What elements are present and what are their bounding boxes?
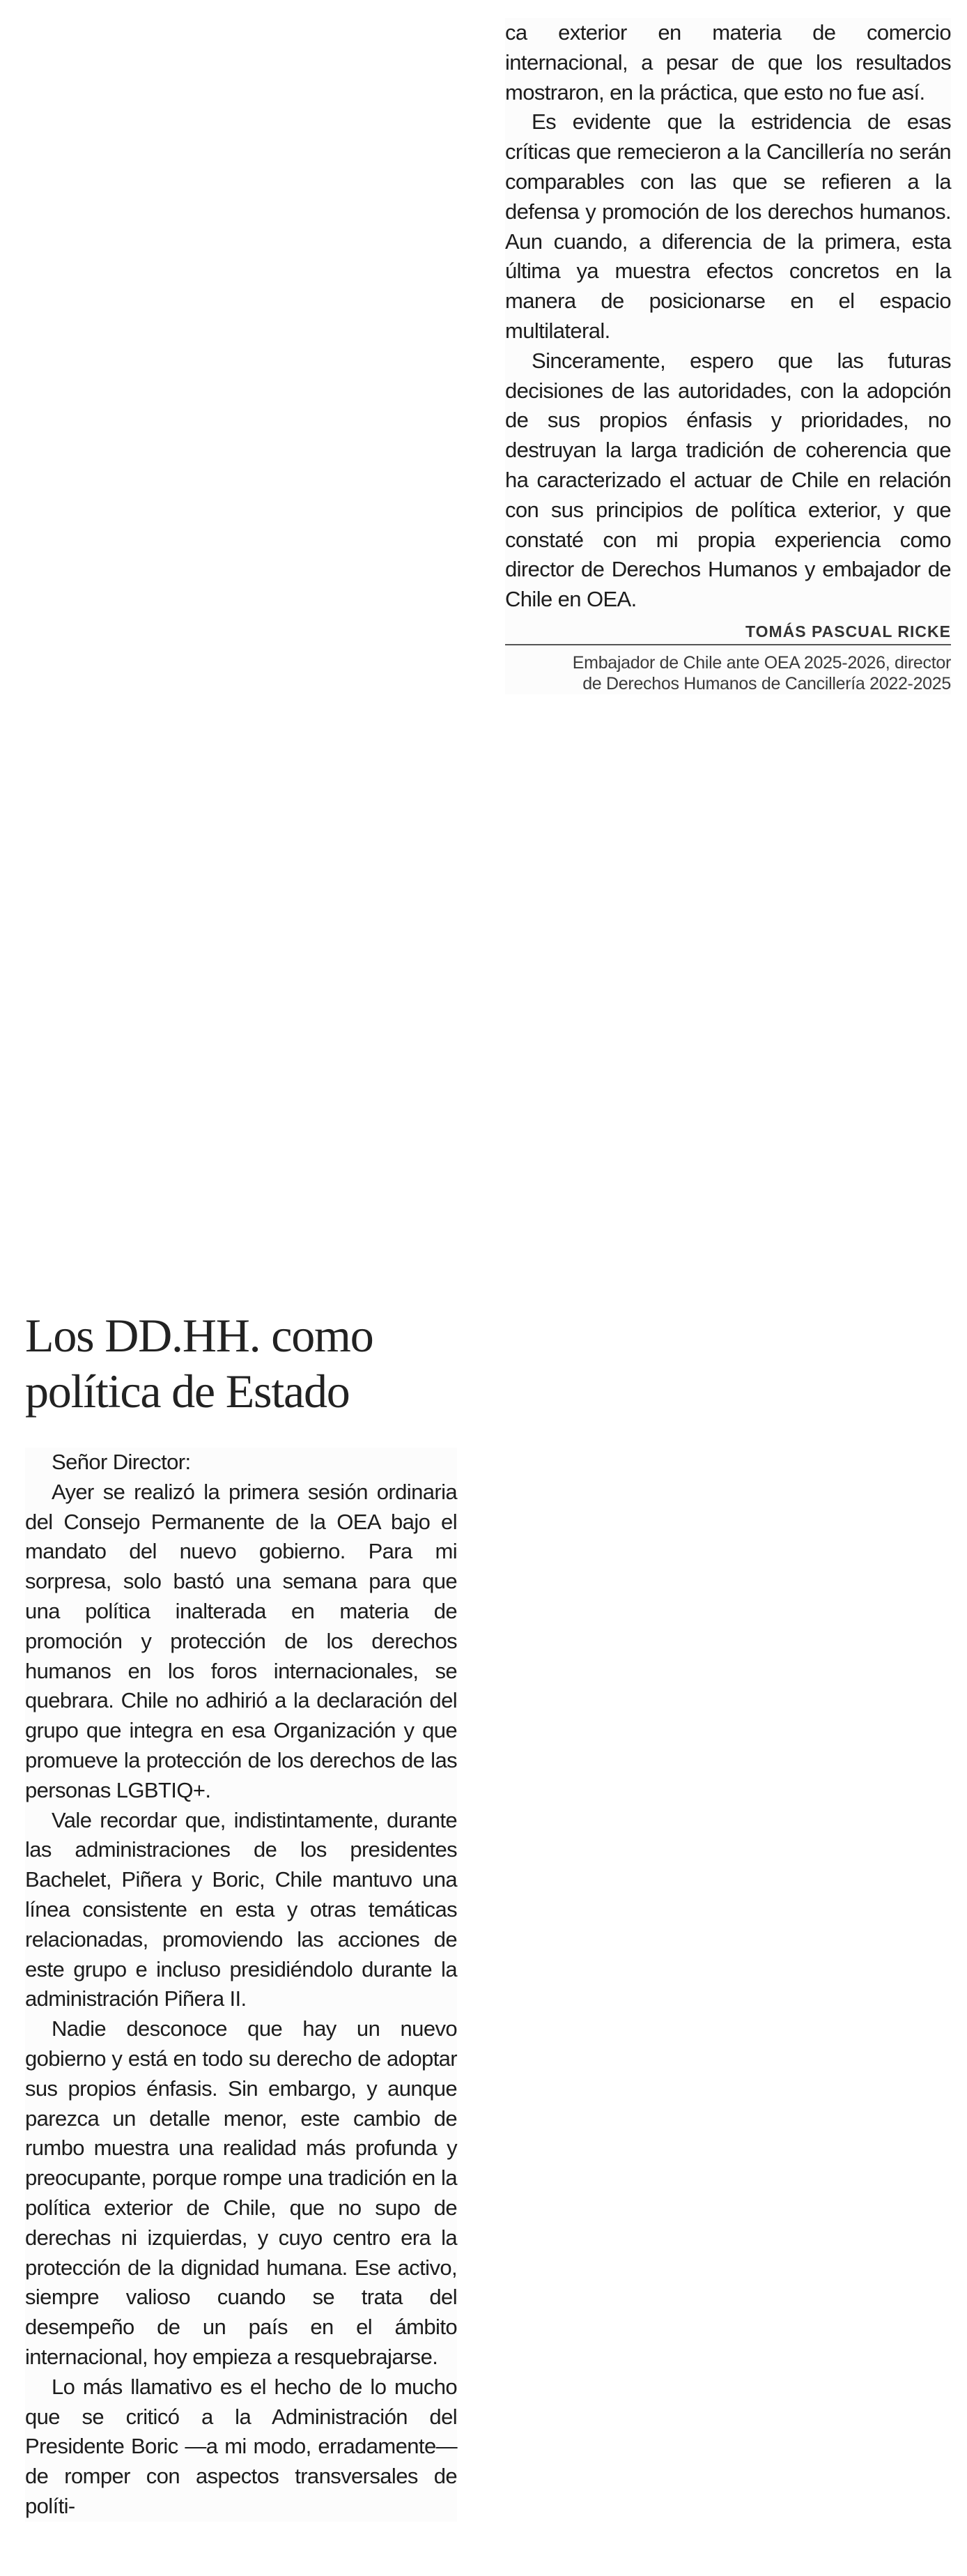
body-paragraph: Es evidente que la estridencia de esas críticas que remecieron a la Cancillería no serán comparables con las que se refieren a la defensa y promoción de los derechos humanos. Aun cuando, a diferencia de la primera, esta última ya muestra efectos concretos en la manera de posicionarse en el espacio multilateral.: [505, 109, 951, 343]
headline-line: Los DD.HH. como: [25, 1309, 373, 1362]
headline-line: política de Estado: [25, 1365, 350, 1418]
body-paragraph: Ayer se realizó la primera sesión ordinaria del Consejo Permanente de la OEA bajo el mandato del nuevo gobierno. Para mi sorpresa, solo bastó una semana para que una política inalterada en materia de promoción y protección de los derechos humanos en los foros internacionales, se quebrara. Chile no adhirió a la declaración del grupo que integra en esa Organización y que promueve la protección de los derechos de las personas LGBTIQ+.: [25, 1479, 457, 1802]
body-paragraph: ca exterior en materia de comercio internacional, a pesar de que los resultados mostraron, en la práctica, que esto no fue así.: [505, 20, 951, 105]
letter-continuation-column: [505, 18, 951, 694]
letter-headline: [25, 1308, 471, 1419]
salutation: Señor Director:: [52, 1450, 191, 1474]
signature-divider: [505, 644, 951, 645]
body-paragraph: Nadie desconoce que hay un nuevo gobierno y está en todo su derecho de adoptar sus propios énfasis. Sin embargo, y aunque parezca un detalle menor, este cambio de rumbo muestra una realidad más profunda y preocupante, porque rompe una tradición en la política exterior de Chile, que no supo de derechas ni izquierdas, y cuyo centro era la protección de la dignidad humana. Ese activo, siempre valioso cuando se trata del desempeño de un país en el ámbito internacional, hoy empieza a resquebrajarse.: [25, 2016, 457, 2369]
body-paragraph: Lo más llamativo es el hecho de lo mucho que se criticó a la Administración del Presidente Boric —a mi modo, erradamente— de romper con aspectos transversales de políti-: [25, 2374, 457, 2518]
author-signature: TOMÁS PASCUAL RICKE: [745, 622, 951, 641]
body-paragraph: Vale recordar que, indistintamente, durante las administraciones de los presidentes Bachelet, Piñera y Boric, Chile mantuvo una línea consistente en esta y otras temáticas relacionadas, promoviendo las acciones de este grupo e incluso presidiéndolo durante la administración Piñera II.: [25, 1807, 457, 2011]
body-paragraph: Sinceramente, espero que las futuras decisiones de las autoridades, con la adopción de sus propios énfasis y prioridades, no destruyan la larga tradición de coherencia que ha caracterizado el actuar de Chile en relación con sus principios de política exterior, y que constaté con mi propia experiencia como director de Derechos Humanos y embajador de Chile en OEA.: [505, 348, 951, 612]
letter-body-column: [25, 1448, 457, 2522]
author-credentials: [505, 652, 951, 694]
credentials-line: Embajador de Chile ante OEA 2025-2026, director: [572, 652, 951, 673]
credentials-line: de Derechos Humanos de Cancillería 2022-2025: [582, 673, 951, 693]
